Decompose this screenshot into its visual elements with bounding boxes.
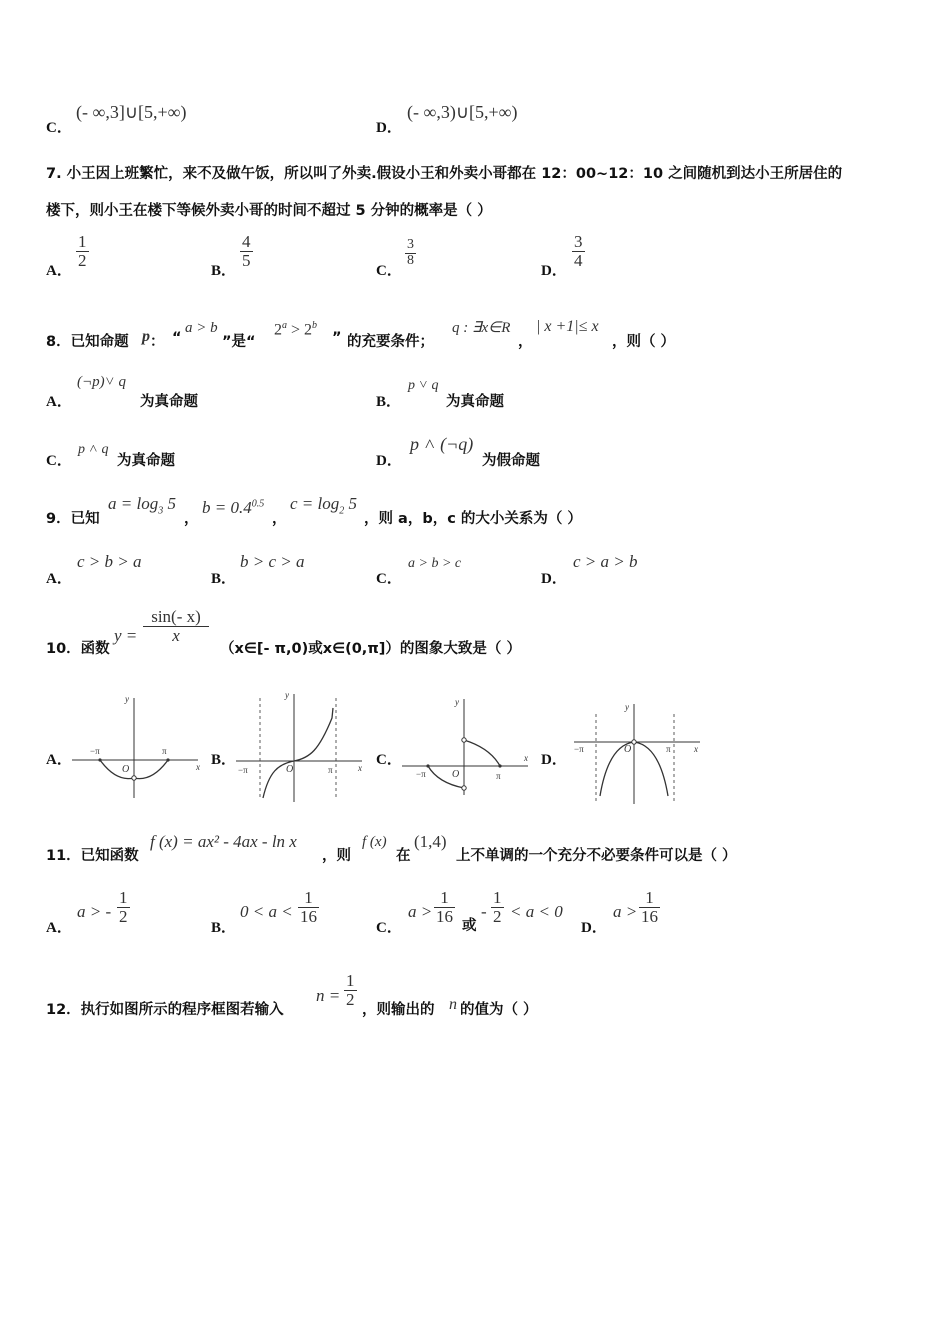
q11-option-a-label: A． bbox=[46, 920, 72, 936]
q10-option-b-label: B． bbox=[211, 752, 237, 768]
q10-option-d-label: D． bbox=[541, 752, 567, 768]
q9-option-d-expr: c > a > b bbox=[573, 552, 638, 571]
q10-a-origin: O bbox=[122, 764, 130, 775]
q10-d-x-label: x bbox=[694, 744, 698, 754]
q10-option-c-label: C． bbox=[376, 752, 402, 768]
q11-option-d-pre: a > bbox=[613, 902, 638, 921]
q11-option-b-label: B． bbox=[211, 920, 237, 936]
q10-graph-a bbox=[70, 690, 206, 800]
q10-a-negpi: −π bbox=[90, 746, 100, 756]
q8-option-c-text: 为真命题 bbox=[117, 453, 175, 469]
exam-page: C． (- ∞,3]∪[5,+∞) D． (- ∞,3)∪[5,+∞) 7. 小王因上班繁忙，来不及做午饭，所以叫了外卖.假设小王和外卖小哥都在 12：00~12：10 之间随机到达小王所居住的 楼下，则小王在楼下等候外卖小哥的时间不超过 5 分钟的概率是（ ） A． $\frac{1}{2}$ B． $\frac{4}{5}$ C． $\frac{3}{8}$ D． $\frac{3}{4}$ 8．已知命题 p ： “ a > b ”是“ $2^a > 2^b$ ” 的充要条件； q : ∃x∈R ， | x +1|≤ x ，则（ ） A． (¬p)˅ q 为真命题 B． p ˅ q 为真命题 C． p ˄ q 为真命题 D． p ˄ (¬q) 为假命题 9．已知 $a = \log_3 5$ ， $b = 0.4^{0.5}$ ， $c = \log_2 5$ ，则 a，b，c 的大小关系为（ ） A． c > b > a B． b > c > a C． a > b > c D． c > a > b 10．函数 y = $\frac{\sin(- x)}{x}$ （x∈[- π,0)或x∈(0,π]）的图象大致是（ ） A． y x O −π π B． y x O −π π C． y x O −π π D． y x O −π π 11．已知函数 f (x) = ax² - 4ax - ln x ，则 f (x) 在 (1,4) 上不单调的一个充分不必要条件可以是（ ） A． a > - $\frac{1}{2}$ B． 0 < a < $\frac{1}{16}$ C． a > $\frac{1}{16}$ 或 - $\frac{1}{2}$ < a < 0 D． a > $\frac{1}{16}$ 12．执行如图所示的程序框图若输入 n = $\frac{1}{2}$ ，则输出的 n 的值为（ ） bbox=[46, 102, 843, 1018]
q11-option-c-post: < a < 0 bbox=[510, 902, 563, 921]
q8-option-a-label: A． bbox=[46, 394, 72, 410]
q9-option-c-label: C． bbox=[376, 571, 402, 587]
q11-option-c-minus: - bbox=[481, 902, 487, 921]
q8-option-a-expr: (¬p)˅ q bbox=[77, 374, 126, 390]
q11-option-c-pre: a > bbox=[408, 902, 433, 921]
q9-option-c-expr: a > b > c bbox=[408, 556, 462, 571]
q11-option-b-pre: 0 < a < bbox=[240, 902, 293, 921]
q7-option-b-fraction: $\frac{4}{5}$ bbox=[242, 232, 251, 270]
q7-option-c-label: C． bbox=[376, 263, 402, 279]
q10-d-negpi: −π bbox=[574, 744, 584, 754]
q10-a-x-label: x bbox=[196, 762, 200, 772]
q11-option-d-fraction: $\frac{1}{16}$ bbox=[641, 888, 658, 926]
q8-option-c-expr: p ˄ q bbox=[78, 442, 109, 457]
q6-option-c-label: C． bbox=[46, 120, 72, 136]
q10-graph-d bbox=[570, 700, 708, 804]
q8-option-d-text: 为假命题 bbox=[482, 453, 540, 469]
q9-option-d-label: D． bbox=[541, 571, 567, 587]
q10-c-x-label: x bbox=[524, 753, 528, 763]
q10-b-origin: O bbox=[286, 764, 294, 775]
q11-option-c-or: 或 bbox=[462, 918, 477, 934]
q9-option-b-label: B． bbox=[211, 571, 237, 587]
q10-b-x-label: x bbox=[358, 763, 362, 773]
q10-c-origin: O bbox=[452, 769, 460, 780]
q6-option-d-label: D． bbox=[376, 120, 402, 136]
q10-a-pi: π bbox=[162, 746, 167, 756]
q9-option-b-expr: b > c > a bbox=[240, 552, 305, 571]
q10-option-a-label: A． bbox=[46, 752, 72, 768]
q10-d-origin: O bbox=[624, 744, 632, 755]
q10-graph-c bbox=[400, 693, 536, 797]
q7-option-b-label: B． bbox=[211, 263, 237, 279]
q10-b-pi: π bbox=[328, 765, 333, 775]
q10-d-pi: π bbox=[666, 744, 671, 754]
q11-option-a-pre: a > - bbox=[77, 902, 112, 921]
q11-option-c-fraction-2: $\frac{1}{2}$ bbox=[493, 888, 502, 926]
q6-option-d-expr: (- ∞,3)∪[5,+∞) bbox=[407, 102, 518, 122]
q7-option-a-fraction: $\frac{1}{2}$ bbox=[78, 232, 87, 270]
q8-option-b-label: B． bbox=[376, 394, 402, 410]
q7-option-d-label: D． bbox=[541, 263, 567, 279]
q10-d-y-label: y bbox=[625, 702, 629, 712]
q8-option-b-expr: p ˅ q bbox=[408, 378, 439, 393]
q10-a-y-label: y bbox=[125, 694, 129, 704]
q9-option-a-expr: c > b > a bbox=[77, 552, 142, 571]
q7-option-c-fraction: $\frac{3}{8}$ bbox=[407, 237, 414, 268]
q11-option-b-fraction: $\frac{1}{16}$ bbox=[300, 888, 317, 926]
q7-option-a-label: A． bbox=[46, 263, 72, 279]
q10-b-y-label: y bbox=[285, 690, 289, 700]
q10-graph-b bbox=[234, 688, 370, 804]
q8-option-b-text: 为真命题 bbox=[446, 394, 504, 410]
q6-option-c-expr: (- ∞,3]∪[5,+∞) bbox=[76, 102, 187, 122]
q8-option-a-text: 为真命题 bbox=[140, 394, 198, 410]
q9-option-a-label: A． bbox=[46, 571, 72, 587]
q11-option-d-label: D． bbox=[581, 920, 607, 936]
q10-c-pi: π bbox=[496, 771, 501, 781]
q7-option-d-fraction: $\frac{3}{4}$ bbox=[574, 232, 583, 270]
q7-stem-line2: 楼下，则小王在楼下等候外卖小哥的时间不超过 5 分钟的概率是（ ） bbox=[46, 203, 492, 219]
q11-option-c-label: C． bbox=[376, 920, 402, 936]
q11-option-a-fraction: $\frac{1}{2}$ bbox=[119, 888, 128, 926]
q7-stem-line1: 7. 小王因上班繁忙，来不及做午饭，所以叫了外卖.假设小王和外卖小哥都在 12：00~12：10 之间随机到达小王所居住的 bbox=[46, 166, 843, 182]
q10-b-negpi: −π bbox=[238, 765, 248, 775]
q10-c-y-label: y bbox=[455, 697, 459, 707]
q11-option-c-fraction-1: $\frac{1}{16}$ bbox=[436, 888, 453, 926]
q8-option-c-label: C． bbox=[46, 453, 72, 469]
q8-option-d-label: D． bbox=[376, 453, 402, 469]
q8-option-d-expr: p ˄ (¬q) bbox=[410, 434, 474, 454]
q10-c-negpi: −π bbox=[416, 769, 426, 779]
